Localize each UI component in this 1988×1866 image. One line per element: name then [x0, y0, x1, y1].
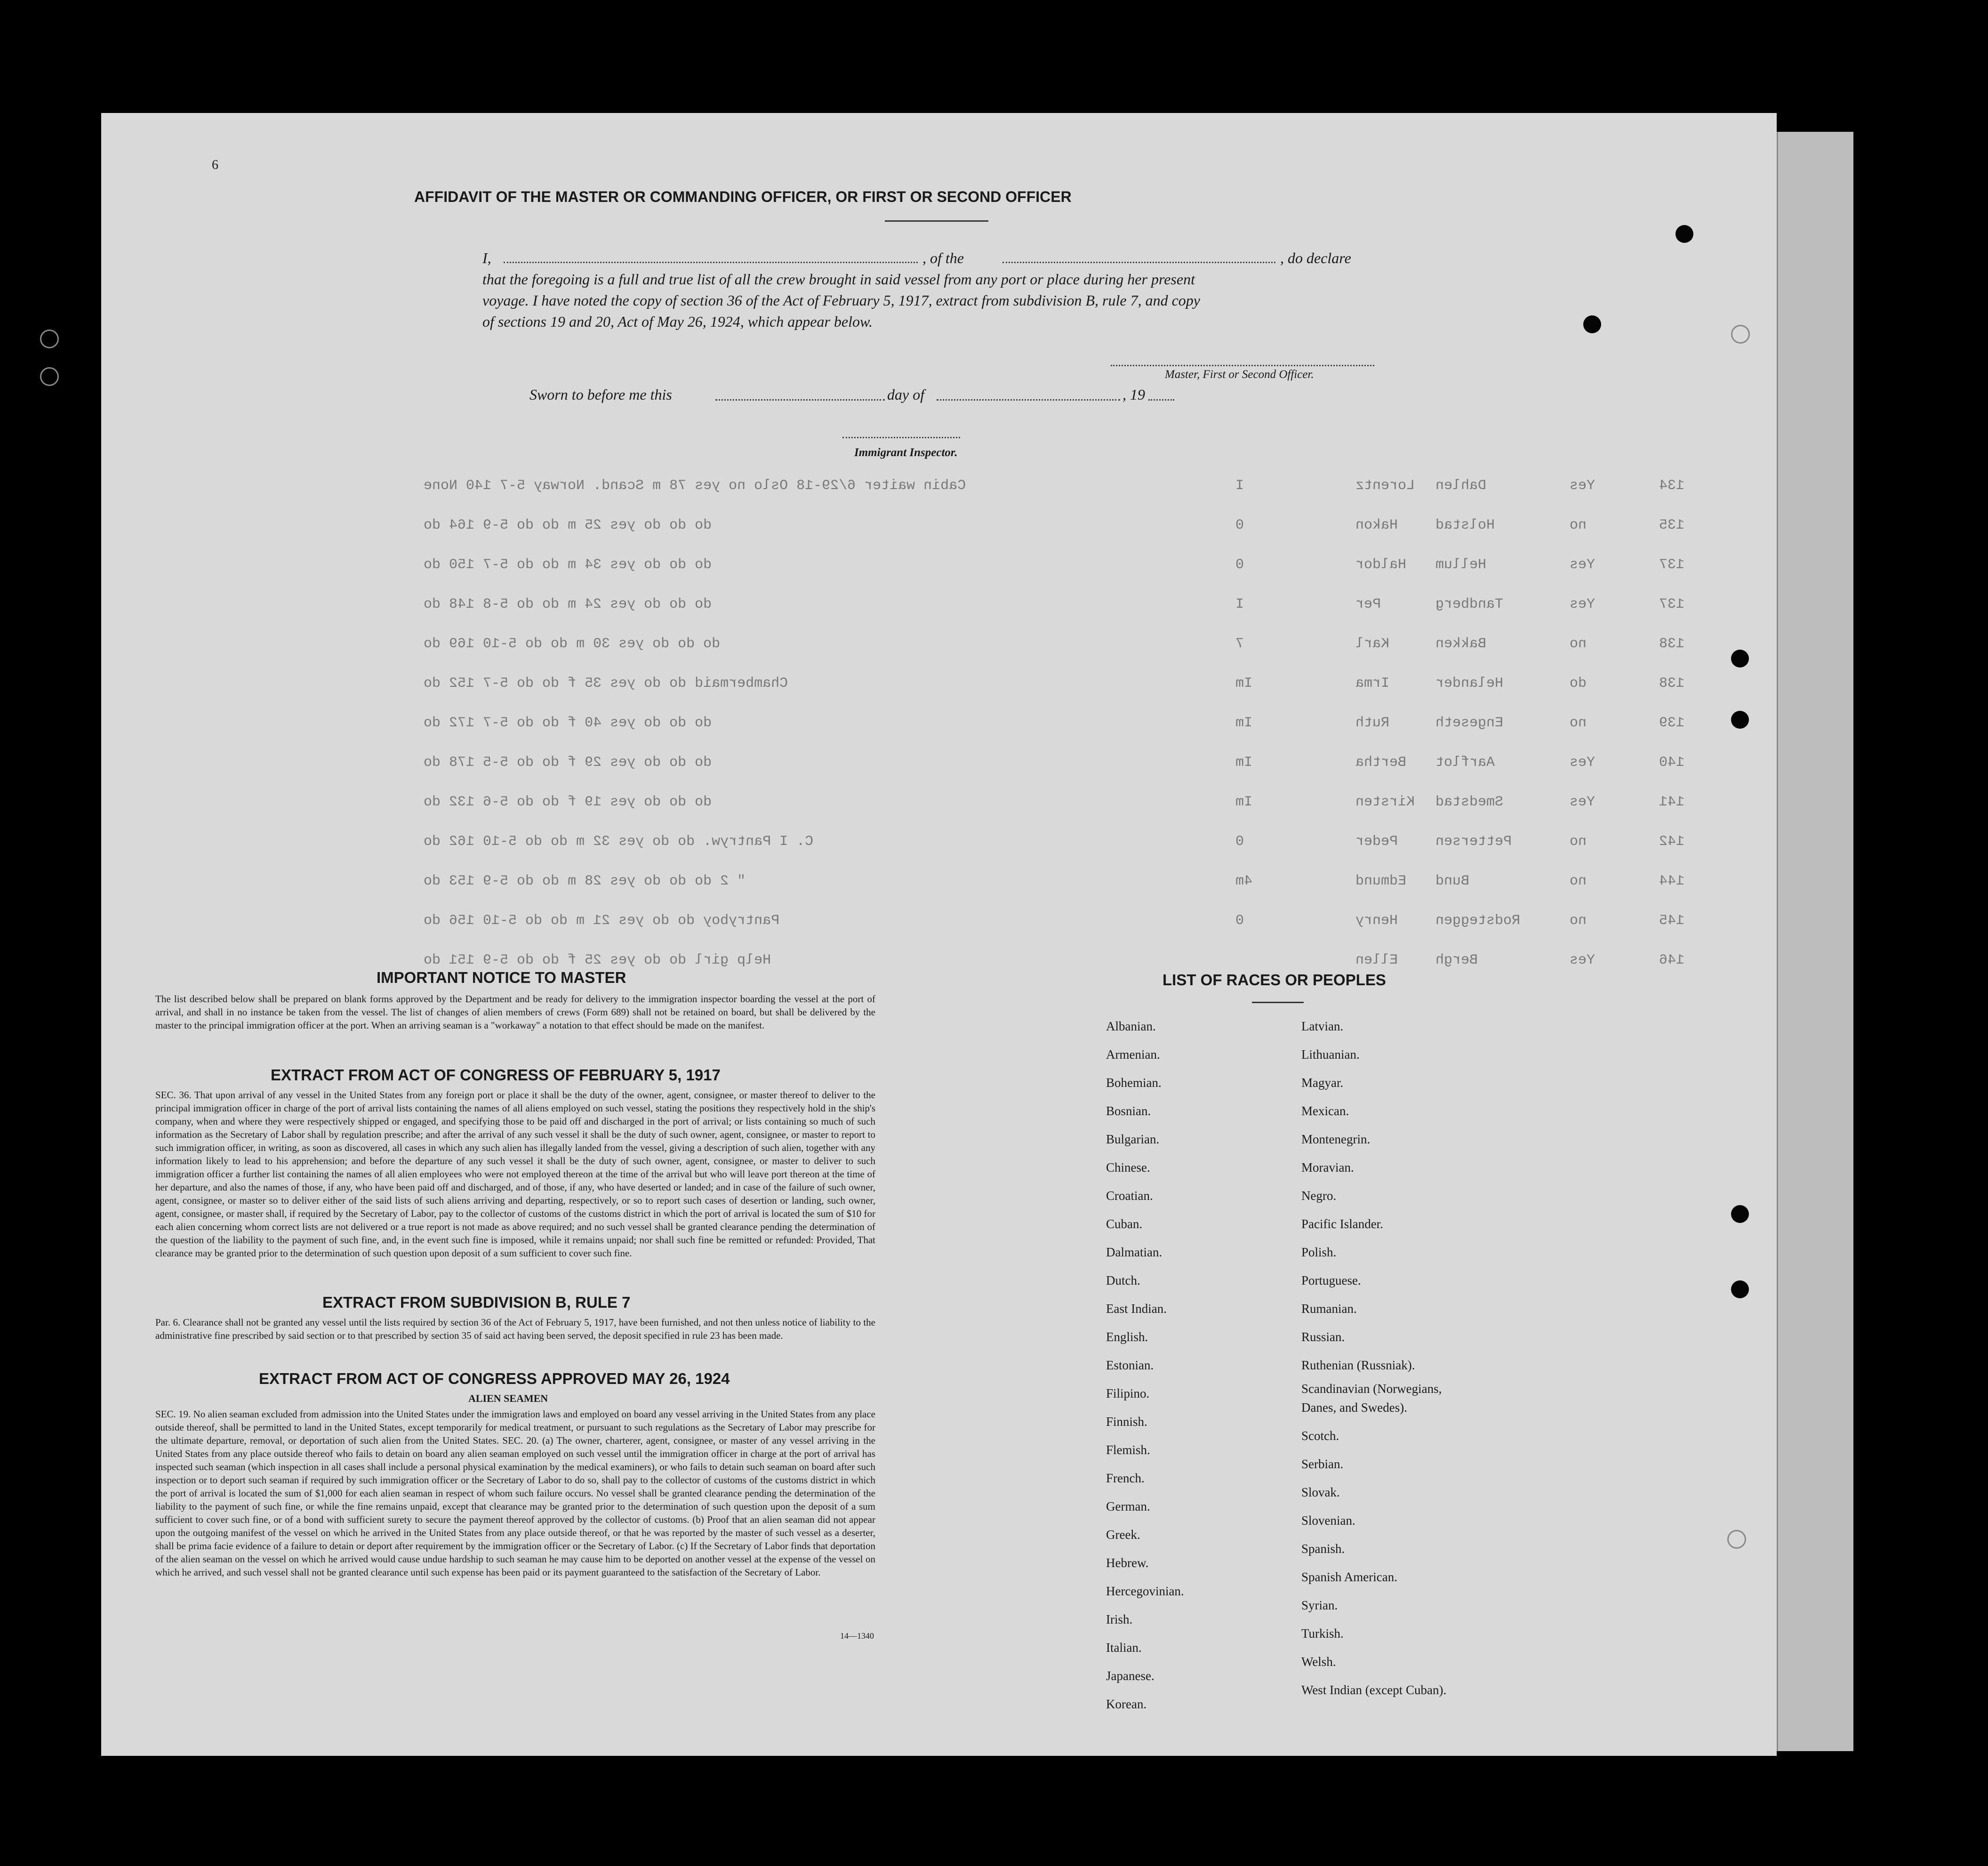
ghost-row-answer: Yes [1570, 596, 1595, 612]
race-item: Russian. [1301, 1330, 1345, 1344]
extract-1917-text: SEC. 36. That upon arrival of any vessel in the United States from any foreign port or place it shall be the duty of the owner, agent, consignee, or master thereof to deliver to the principal immigration officer in charge of the port of arrival lists containing the names of all aliens employed on such vessel, stating the positions they respectively hold in the ship's company, when and where they were respectively shipped or engaged, and specifying those to be paid off and discharged in the port of arrival; or lists containing so much of such information as the Secretary of Labor shall by regulation prescribe; and after the arrival of any such vessel it shall be the duty of such owner, agent, consignee, or master to report to such immigration officer, in writing, as soon as discovered, all cases in which any such alien has illegally landed from the vessel, giving a description of such alien, together with any information likely to lead to his apprehension; and before the departure of any such vessel it shall be the duty of such owner, agent, consignee, or master to deliver to such immigration officer a further list containing the names of all alien employees who were not employed thereon at the time of the arrival but who will leave port thereon at the time of her departure, and also the names of those, if any, who have been paid off and discharged, and of those, if any, who have deserted or landed; and in case of the failure of such owner, agent, consignee, or master so to deliver either of the said lists of such aliens arriving and departing, respectively, or so to report such cases of desertion or landing, such owner, agent, consignee, or master shall, if required by the Secretary of Labor, pay to the collector of customs of the customs district in which the port of arrival is located the sum of $10 for each alien concerning whom correct lists are not delivered or a true report is not made as above required; and no such vessel shall be granted clearance pending the determination of the question of the liability to the payment of such fine, and, in the event such fine is imposed, while it remains unpaid; nor shall such fine be remitted or refunded: Provided, That clearance may be granted prior to the determination of such question upon deposit of a sum sufficient to cover such fine. [155, 1089, 875, 1259]
ghost-row-detail: do do do yes 19 f do do 5-6 132 do [424, 794, 712, 810]
ghost-row-given-name: Bertha [1355, 755, 1407, 771]
affidavit-line-3: voyage. I have noted the copy of section 36 of the Act of February 5, 1917, extract from subdivision B, rule 7, and copy [482, 292, 1200, 309]
ghost-row-value: Im [1235, 715, 1253, 731]
ghost-row-number: 142 [1659, 834, 1685, 850]
extract-1917-title: EXTRACT FROM ACT OF CONGRESS OF FEBRUARY 5, 1917 [271, 1066, 721, 1084]
ghost-row-surname: Smedstad [1435, 794, 1504, 810]
race-item: Filipino. [1106, 1386, 1150, 1400]
ghost-row-answer: no [1570, 715, 1587, 731]
race-item: Bulgarian. [1106, 1132, 1160, 1146]
ghost-row-answer: Yes [1570, 478, 1595, 494]
year-label: , 19 [1122, 386, 1145, 403]
ghost-row-surname: Holstad [1435, 517, 1495, 533]
punch-ring [40, 367, 59, 386]
punch-hole [1731, 1280, 1749, 1298]
ghost-row-answer: do [1570, 676, 1587, 692]
race-item: Scandinavian (Norwegians, [1301, 1382, 1442, 1396]
ghost-row-detail: Chambermaid do do yes 35 f do do 5-7 152 do [424, 676, 788, 692]
ghost-row-answer: Yes [1570, 557, 1595, 573]
ghost-row-value: Im [1235, 794, 1253, 810]
punch-hole [1731, 711, 1749, 729]
punch-ring [1727, 1530, 1746, 1549]
punch-hole [1675, 225, 1693, 243]
extract-rule7-text: Par. 6. Clearance shall not be granted any vessel until the lists required by section 36 of the Act of February 5, 1917, have been furnished, and not then unless notice of liability to the administrative fine prescribed by said section or to that prescribed by section 35 of said act having been served, the deposit specified in rule 23 has been made. [155, 1317, 875, 1341]
ghost-row-answer: no [1570, 873, 1587, 889]
race-item: Chinese. [1106, 1160, 1150, 1174]
race-item: Estonian. [1106, 1358, 1154, 1372]
ghost-row-number: 146 [1659, 952, 1685, 968]
ghost-row-surname: Aarflot [1435, 755, 1495, 771]
race-item: Turkish. [1301, 1626, 1344, 1641]
notice-title: IMPORTANT NOTICE TO MASTER [377, 969, 626, 986]
race-item: Slovenian. [1301, 1513, 1355, 1528]
ghost-row-detail: Cabin waiter 6/29-18 Oslo no yes 78 m Scand. Norway 5-7 140 None [424, 478, 966, 494]
page-mark: 6 [212, 158, 218, 172]
ghost-row-answer: Yes [1570, 952, 1595, 968]
ghost-row-value: 7 [1235, 636, 1244, 652]
race-item: West Indian (except Cuban). [1301, 1683, 1447, 1697]
extract-1924-text: SEC. 19. No alien seaman excluded from admission into the United States under the immigration laws and employed on board any vessel arriving in the United States from any place outside thereof, shall be permitted to land in the United States, except temporarily for medical treatment, or pursuant to such regulations as the Secretary of Labor may prescribe for the ultimate departure, removal, or deportation of such alien from the United States. SEC. 20. (a) The owner, charterer, agent, consignee, or master of any vessel arriving in the United States from any place outside thereof who fails to detain on board any alien seaman employed on such vessel until the immigration officer in charge at the port of arrival has inspected such seaman (which inspection in all cases shall include a personal physical examination by the medical examiners), or who fails to detain such seaman on board after such inspection or to deport such seaman if required by such immigration officer or the Secretary of Labor to do so, shall pay to the collector of customs of the customs district in which the port of arrival is located the sum of $1,000 for each alien seaman in respect of whom such failure occurs. No vessel shall be granted clearance pending the determination of the liability to the payment of such fine, or while the fine remains unpaid, except that clearance may be granted prior to the determination of such question upon the deposit of a sum sufficient to cover such fine, or of a bond with sufficient surety to secure the payment thereof approved by the collector of customs. (b) Proof that an alien seaman did not appear upon the outgoing manifest of the vessel on which he arrived in the United States from any place outside thereof, or that he was reported by the master of such vessel as a deserter, shall be prima facie evidence of a failure to detain or deport after requirement by the immigration officer or the Secretary of Labor. (c) If the Secretary of Labor finds that deportation of the alien seaman on the vessel on which he arrived would cause undue hardship to such seaman he may cause him to be deported on another vessel at the expense of the vessel on which he arrived, and such vessel shall not be granted clearance until such expense has been paid or its payment guaranteed to the satisfaction of the Secretary of Labor. [155, 1408, 875, 1578]
race-item: Dutch. [1106, 1273, 1140, 1287]
punch-hole [1731, 1205, 1749, 1223]
ghost-row-given-name: Peder [1355, 834, 1398, 850]
race-item: Cuban. [1106, 1217, 1143, 1231]
ghost-row-number: 140 [1659, 755, 1685, 771]
race-item: Serbian. [1301, 1457, 1344, 1471]
race-item: Greek. [1106, 1528, 1140, 1542]
race-item: Bohemian. [1106, 1076, 1162, 1090]
race-item: Welsh. [1301, 1655, 1336, 1669]
race-item: English. [1106, 1330, 1148, 1344]
extract-1924-subtitle: ALIEN SEAMEN [468, 1392, 548, 1404]
ghost-row-value: Im [1235, 755, 1253, 771]
race-item: Irish. [1106, 1612, 1133, 1626]
races-title: LIST OF RACES OR PEOPLES [1162, 971, 1386, 989]
ghost-row-surname: Bund [1435, 873, 1470, 889]
ghost-row-value: 0 [1235, 517, 1244, 533]
ghost-row-surname: Tandberg [1435, 596, 1504, 612]
ghost-row-number: 134 [1659, 478, 1685, 494]
race-item: Spanish. [1301, 1542, 1345, 1556]
affidavit-line-2: that the foregoing is a full and true list of all the crew brought in said vessel from any port or place during her present [482, 271, 1195, 288]
ghost-row-given-name: Hakon [1355, 517, 1398, 533]
ghost-row-number: 139 [1659, 715, 1685, 731]
ghost-row-value: 0 [1235, 913, 1244, 929]
notice-text: The list described below shall be prepared on blank forms approved by the Department and be ready for delivery to the immigration inspector boarding the vessel at the port of arrival, and shall in no instance be taken from the vessel. The list of changes of alien members of crews (Form 689) shall not be retained on board, but shall be delivered by the master to the principal immigration officer at the port. When an arriving seaman is a "workaway" a notation to that effect should be made on the manifest. [155, 993, 875, 1031]
day-of-label: day of [887, 386, 925, 403]
sworn-day-blank [715, 399, 885, 401]
race-item: Flemish. [1106, 1443, 1150, 1457]
race-item: Hercegovinian. [1106, 1584, 1184, 1598]
ghost-row-given-name: Per [1355, 596, 1381, 612]
ghost-row-detail: do do do yes 29 f do do 5-5 178 do [424, 755, 712, 771]
ghost-row-value: 4m [1235, 873, 1253, 889]
affidavit-i: I, [482, 249, 491, 266]
race-item: Spanish American. [1301, 1570, 1397, 1584]
form-number: 14—1340 [840, 1631, 874, 1641]
ghost-row-detail: do do do yes 34 m do do 5-7 150 do [424, 557, 712, 573]
race-item: French. [1106, 1471, 1145, 1485]
ghost-row-given-name: Edmund [1355, 873, 1407, 889]
underlying-page-edge [1777, 132, 1853, 1751]
race-item: Polish. [1301, 1245, 1337, 1259]
race-item: Danes, and Swedes). [1301, 1400, 1407, 1415]
race-item: German. [1106, 1499, 1150, 1513]
sworn-label: Sworn to before me this [529, 386, 672, 403]
ghost-row-answer: Yes [1570, 794, 1595, 810]
race-item: Bosnian. [1106, 1104, 1151, 1118]
ghost-row-number: 145 [1659, 913, 1685, 929]
ghost-row-given-name: Henry [1355, 913, 1398, 929]
race-item: Montenegrin. [1301, 1132, 1371, 1146]
race-item: Korean. [1106, 1697, 1147, 1711]
race-item: Italian. [1106, 1641, 1142, 1655]
race-item: Hebrew. [1106, 1556, 1149, 1570]
ghost-row-given-name: Kirsten [1355, 794, 1415, 810]
affidavit-of-the: , of the [922, 249, 964, 266]
ghost-row-detail: do do do yes 40 f do do 5-7 172 do [424, 715, 712, 731]
ghost-row-number: 135 [1659, 517, 1685, 533]
race-item: Dalmatian. [1106, 1245, 1162, 1259]
race-item: Mexican. [1301, 1104, 1349, 1118]
ghost-row-value: Im [1235, 676, 1253, 692]
race-item: Ruthenian (Russniak). [1301, 1358, 1415, 1372]
race-item: Syrian. [1301, 1598, 1338, 1612]
ghost-row-answer: no [1570, 913, 1587, 929]
inspector-label: Immigrant Inspector. [854, 446, 958, 459]
ghost-row-given-name: Karl [1355, 636, 1390, 652]
ghost-row-detail: Help girl do do yes 25 f do do 5-9 151 do [424, 952, 771, 968]
ghost-row-detail: do do do yes 25 m do do 5-9 164 do [424, 517, 712, 533]
race-item: Finnish. [1106, 1415, 1147, 1429]
punch-ring [40, 330, 59, 348]
race-item: Japanese. [1106, 1669, 1154, 1683]
punch-hole [1583, 315, 1601, 333]
master-signature-line [1111, 365, 1374, 366]
race-item: Scotch. [1301, 1429, 1339, 1443]
affidavit-declare: , do declare [1280, 249, 1351, 266]
race-item: East Indian. [1106, 1302, 1167, 1316]
ghost-row-surname: Bakken [1435, 636, 1487, 652]
race-item: Latvian. [1301, 1019, 1344, 1033]
race-item: Croatian. [1106, 1189, 1153, 1203]
ghost-row-number: 138 [1659, 676, 1685, 692]
race-item: Lithuanian. [1301, 1047, 1360, 1062]
race-item: Slovak. [1301, 1485, 1340, 1499]
ghost-row-given-name: Lorentz [1355, 478, 1415, 494]
ghost-row-answer: no [1570, 636, 1587, 652]
extract-1924-title: EXTRACT FROM ACT OF CONGRESS APPROVED MAY 26, 1924 [259, 1370, 730, 1387]
inspector-signature-line [842, 437, 960, 438]
ghost-row-number: 137 [1659, 596, 1685, 612]
ghost-row-number: 137 [1659, 557, 1685, 573]
ghost-row-surname: Hellum [1435, 557, 1487, 573]
race-item: Portuguese. [1301, 1273, 1361, 1287]
ghost-row-detail: C. I Pantryw. do do yes 32 m do do 5-10 162 do [424, 834, 814, 850]
ghost-row-given-name: Irma [1355, 676, 1390, 692]
master-label: Master, First or Second Officer. [1165, 368, 1314, 381]
ghost-row-answer: no [1570, 834, 1587, 850]
ghost-row-given-name: Ellen [1355, 952, 1398, 968]
ghost-row-detail: do do do yes 24 m do do 5-8 148 do [424, 596, 712, 612]
ghost-row-given-name: Ruth [1355, 715, 1390, 731]
affidavit-title: AFFIDAVIT OF THE MASTER OR COMMANDING OFFICER, OR FIRST OR SECOND OFFICER [414, 188, 1072, 205]
ghost-row-surname: Bergh [1435, 952, 1478, 968]
punch-ring [1731, 325, 1750, 344]
affidavit-line-4: of sections 19 and 20, Act of May 26, 1924, which appear below. [482, 313, 873, 330]
ghost-row-surname: Helander [1435, 676, 1504, 692]
punch-hole [1731, 650, 1749, 668]
ghost-row-detail: " 2 do do do yes 28 m do do 5-9 153 do [424, 873, 746, 889]
ghost-row-value: I [1235, 478, 1244, 494]
ghost-row-number: 138 [1659, 636, 1685, 652]
race-item: Moravian. [1301, 1160, 1354, 1174]
ghost-row-surname: Pettersen [1435, 834, 1512, 850]
race-item: Albanian. [1106, 1019, 1156, 1033]
ghost-row-value: I [1235, 596, 1244, 612]
race-item: Pacific Islander. [1301, 1217, 1383, 1231]
ghost-row-number: 144 [1659, 873, 1685, 889]
race-item: Armenian. [1106, 1047, 1160, 1062]
ghost-row-answer: no [1570, 517, 1587, 533]
name-blank [504, 262, 918, 263]
ghost-row-value: 0 [1235, 557, 1244, 573]
extract-rule7-title: EXTRACT FROM SUBDIVISION B, RULE 7 [322, 1294, 631, 1311]
ghost-row-value: 0 [1235, 834, 1244, 850]
ghost-row-surname: Dahlen [1435, 478, 1487, 494]
race-item: Magyar. [1301, 1076, 1344, 1090]
race-item: Rumanian. [1301, 1302, 1357, 1316]
ghost-row-answer: Yes [1570, 755, 1595, 771]
ghost-row-given-name: Haldor [1355, 557, 1407, 573]
sworn-month-blank [937, 399, 1120, 401]
vessel-blank [1002, 262, 1275, 263]
races-rule [1252, 1002, 1304, 1003]
ghost-row-surname: Rodsteggen [1435, 913, 1521, 929]
race-item: Negro. [1301, 1189, 1337, 1203]
ghost-row-detail: Pantryboy do do yes 21 m do do 5-10 156 do [424, 913, 780, 929]
ghost-row-detail: do do do yes 30 m do do 5-10 169 do [424, 636, 721, 652]
year-blank [1148, 399, 1174, 401]
title-rule [885, 220, 988, 222]
ghost-row-number: 141 [1659, 794, 1685, 810]
ghost-row-surname: Engeseth [1435, 715, 1504, 731]
